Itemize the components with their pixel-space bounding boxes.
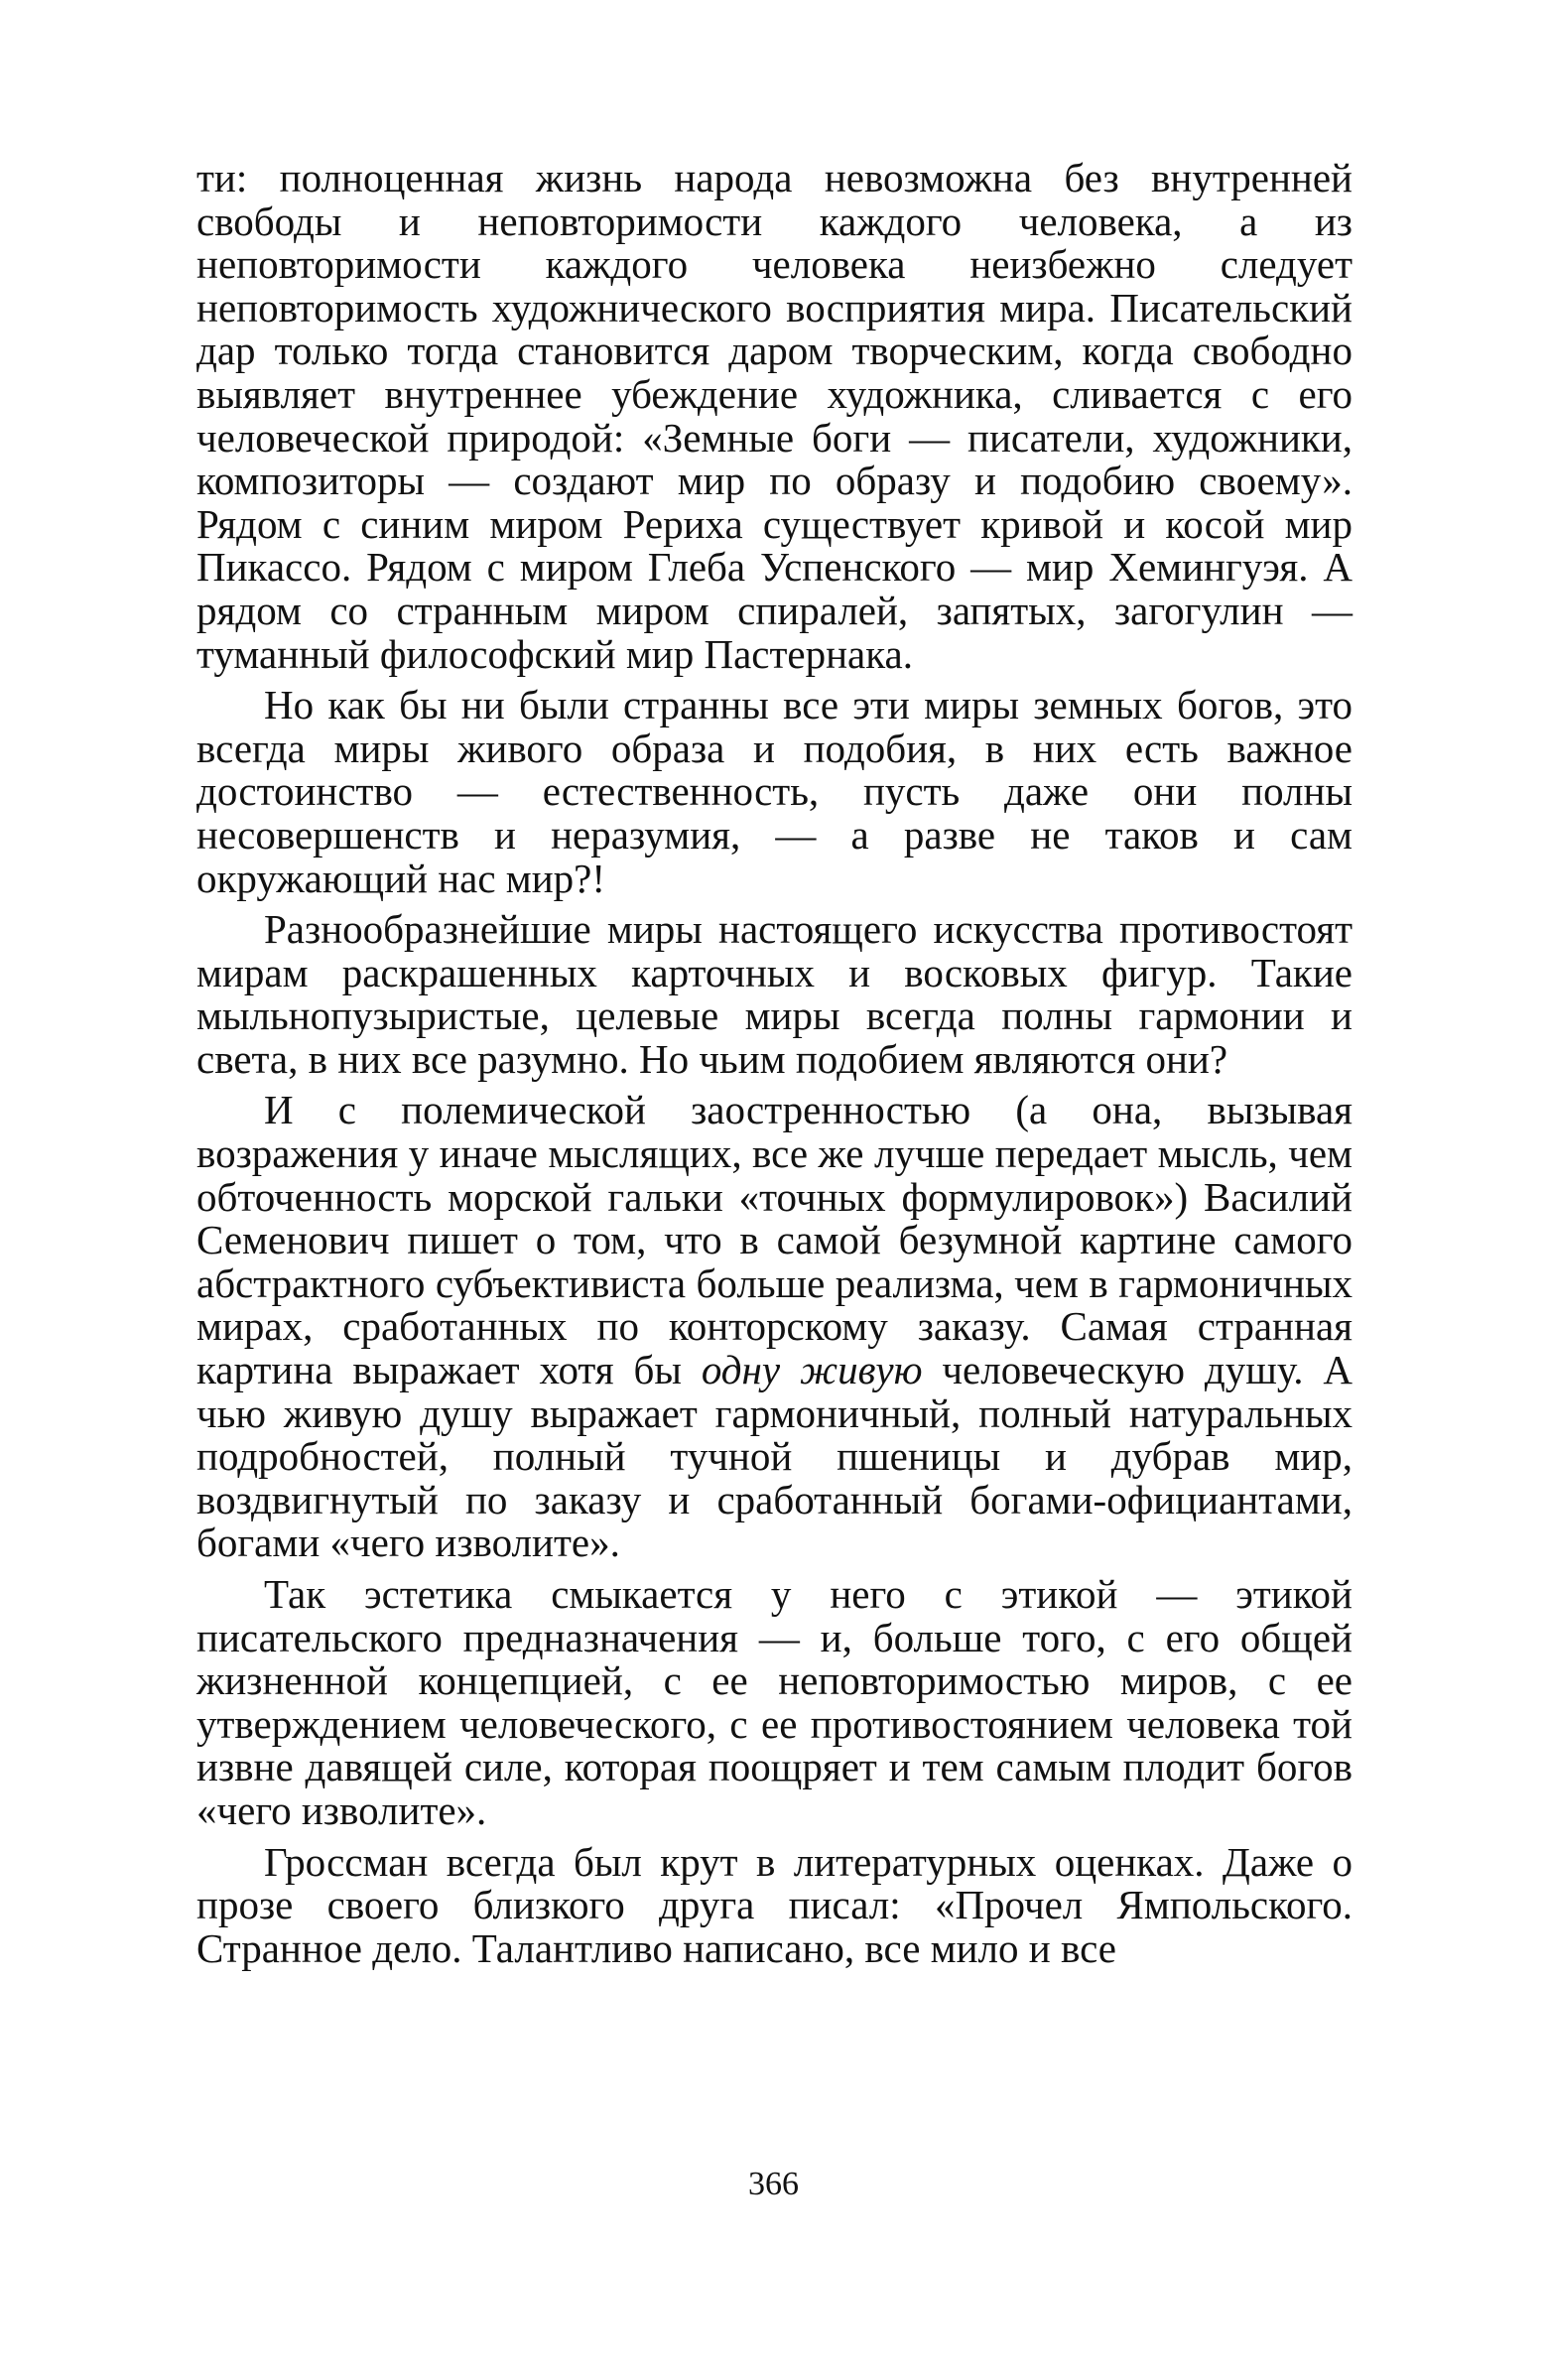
paragraph-4-emphasis: одну живую [701,1347,923,1393]
paragraph-3: Разнообразнейшие миры настоящего искусства противостоят мирам раскрашенных карточных и восковых фигур. Такие мыльнопузыристые, целевые миры всегда полны гармонии и света, в них все разумно. Но чьим подобием являются они? [196,906,1353,1082]
page-number: 366 [748,2166,799,2202]
paragraph-4-text-after: человеческую душу. А чью живую душу выражает гармоничный, полный натуральных подробностей, полный тучной пшеницы и дубрав мир, воздвигнутый по заказу и сработанный богами-официантами, богами «чего изволите». [196,1347,1353,1566]
paragraph-4-text-before: И с полемической заостренностью (а она, вызывая возражения у иначе мыслящих, все же лучше передает мысль, чем обточенность морской гальки «точных формулировок») Василий Семенович пишет о том, что в самой безумной картине самого абстрактного субъективиста больше реализма, чем в гармоничных мирах, сработанных по конторскому заказу. Самая странная картина выражает хотя бы [196,1087,1353,1393]
paragraph-5: Так эстетика смыкается у него с этикой — этикой писательского предназначения — и, больше того, с его общей жизненной концепцией, с ее неповторимостью миров, с ее утверждением человеческого, с ее противостоянием человека той извне давящей силе, которая поощряет и тем самым плодит богов «чего изволите». [196,1571,1353,1833]
body-text [196,157,1353,1970]
paragraph-1: ти: полноценная жизнь народа невозможна без внутренней свободы и неповторимости каждого человека, а из неповторимости каждого человека неизбежно следует неповторимость художнического восприятия мира. Писательский дар только тогда становится даром творческим, когда свободно выявляет внутреннее убеждение художника, сливается с его человеческой природой: «Земные боги — писатели, художники, композиторы — создают мир по образу и подобию своему». Рядом с синим миром Рериха существует кривой и косой мир Пикассо. Рядом с миром Глеба Успенского — мир Хемингуэя. А рядом со странным миром спиралей, запятых, загогулин — туманный философский мир Пастернака. [196,155,1353,677]
paragraph-2: Но как бы ни были странны все эти миры земных богов, это всегда миры живого образа и подобия, в них есть важное достоинство — естественность, пусть даже они полны несовершенств и неразумия, — а разве не таков и сам окружающий нас мир?! [196,682,1353,901]
paragraph-4 [196,1089,1353,1565]
paragraph-6: Гроссман всегда был крут в литературных оценках. Даже о прозе своего близкого друга писал: «Прочел Ямпольского. Странное дело. Талантливо написано, все мило и все [196,1838,1353,1971]
